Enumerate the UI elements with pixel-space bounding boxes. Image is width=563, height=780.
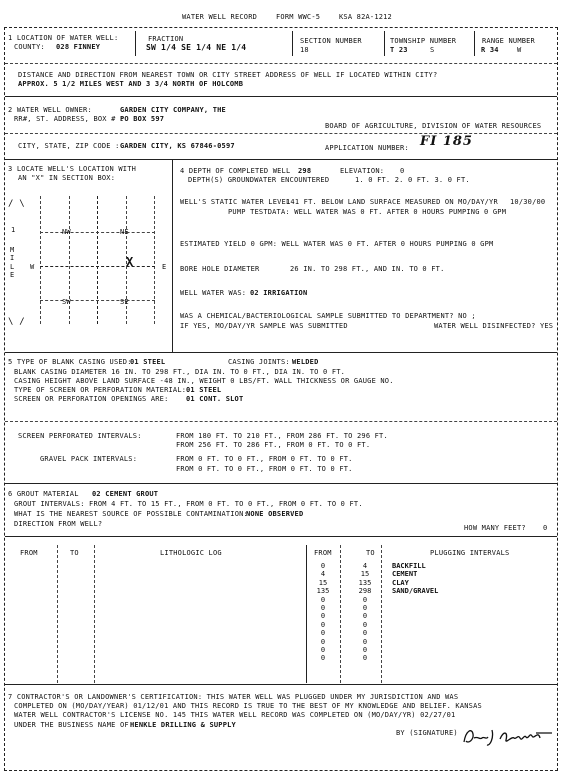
table-row: 0 — [320, 637, 326, 646]
log-from-header: FROM — [20, 549, 38, 557]
township-label: TOWNSHIP NUMBER — [390, 37, 457, 45]
grout-material-label: 6 GROUT MATERIAL — [8, 490, 79, 498]
locate-well-label: 3 LOCATE WELL'S LOCATION WITH — [8, 165, 137, 173]
quadrant-nw-label: NW — [62, 228, 71, 236]
signature-label: BY (SIGNATURE) — [396, 729, 458, 737]
table-row: 0 — [362, 612, 368, 621]
table-row: 0 — [362, 637, 368, 646]
address-label: RR#, ST. ADDRESS, BOX # : — [14, 115, 125, 123]
table-row: 0 — [320, 562, 326, 570]
well-location-mark: X — [126, 255, 134, 269]
plug-to-header: TO — [366, 549, 375, 557]
quadrant-ne-label: NE — [120, 228, 129, 236]
range-label: RANGE NUMBER — [482, 37, 535, 45]
quadrant-se-label: SE — [120, 298, 129, 306]
business-name-label: UNDER THE BUSINESS NAME OF — [14, 721, 129, 729]
screen-material-label: TYPE OF SCREEN OR PERFORATION MATERIAL: — [14, 386, 187, 394]
casing-type-value: 01 STEEL — [130, 358, 166, 366]
well-use-label: WELL WATER WAS: — [180, 289, 247, 297]
list-item: CEMENT — [392, 570, 418, 579]
certification-line-3: WATER WELL CONTRACTOR'S LICENSE NO. 145 THIS WATER WELL RECORD WAS COMPLETED ON (MO/DAY/YR) 02/27/01 — [14, 711, 456, 719]
table-row: 0 — [320, 595, 326, 604]
plug-to-column — [350, 562, 380, 663]
depth-value: 298 — [298, 167, 312, 175]
bore-hole-label: BORE HOLE DIAMETER — [180, 265, 260, 273]
how-many-feet-label: HOW MANY FEET? — [464, 524, 526, 532]
plug-from-header: FROM — [314, 549, 332, 557]
elevation-value: 0 — [400, 167, 405, 175]
address-value: PO BOX 597 — [120, 115, 165, 123]
chemical-sample-line: WAS A CHEMICAL/BACTERIOLOGICAL SAMPLE SUBMITTED TO DEPARTMENT? NO ; — [180, 312, 476, 320]
form-number: FORM WWC-5 — [276, 13, 321, 21]
plug-material-column — [392, 562, 438, 596]
section-box — [40, 196, 155, 324]
ksa-reference: KSA 82A-1212 — [339, 13, 392, 21]
gravel-pack-interval-2: FROM 0 FT. TO 0 FT., FROM 0 FT. TO 0 FT. — [176, 465, 353, 473]
plug-from-column — [308, 562, 338, 663]
table-row: 298 — [358, 587, 372, 596]
township-value: T 23 — [390, 46, 408, 54]
contamination-label: WHAT IS THE NEAREST SOURCE OF POSSIBLE CONTAMINATION: — [14, 510, 248, 518]
table-row: 0 — [362, 629, 368, 638]
perforated-intervals-label: SCREEN PERFORATED INTERVALS: — [18, 432, 142, 440]
owner-label: 2 WATER WELL OWNER: — [8, 106, 92, 114]
table-row: 0 — [320, 612, 326, 621]
certification-line-2: COMPLETED ON (MO/DAY/YEAR) 01/12/01 AND THIS RECORD IS TRUE TO THE BEST OF MY KNOWLEDGE AND BELIEF. KANSAS — [14, 702, 482, 710]
contamination-value: NONE OBSERVED — [246, 510, 304, 518]
location-label: 1 LOCATION OF WATER WELL: — [8, 34, 119, 42]
east-label: E — [162, 263, 167, 271]
list-item: BACKFILL — [392, 562, 426, 570]
list-item: CLAY — [392, 578, 409, 587]
how-many-feet-value: 0 — [543, 524, 548, 532]
perforated-interval-1: FROM 180 FT. TO 210 FT., FROM 286 FT. TO 296 FT. — [176, 432, 388, 440]
table-row: 15 — [318, 578, 328, 587]
table-row: 0 — [320, 654, 326, 663]
table-row: 0 — [362, 620, 368, 629]
static-level-value: 141 FT. BELOW LAND SURFACE MEASURED ON MO/DAY/YR — [286, 198, 498, 206]
grout-intervals-line: GROUT INTERVALS: FROM 4 FT. TO 15 FT., FROM 0 FT. TO 0 FT., FROM 0 FT. TO 0 FT. — [14, 500, 363, 508]
plugging-intervals-header: PLUGGING INTERVALS — [430, 549, 510, 557]
mile-one-label: 1 — [11, 226, 16, 234]
range-value: R 34 — [481, 46, 499, 54]
table-row: 0 — [362, 646, 368, 655]
openings-label: SCREEN OR PERFORATION OPENINGS ARE: — [14, 395, 169, 403]
lithologic-log-header: LITHOLOGIC LOG — [160, 549, 222, 557]
table-row: 0 — [320, 620, 326, 629]
table-row: 135 — [316, 587, 330, 596]
table-row: 0 — [320, 629, 326, 638]
mile-label: M I L E — [10, 246, 15, 280]
west-label: W — [30, 263, 35, 271]
distance-label: DISTANCE AND DIRECTION FROM NEAREST TOWN OR CITY STREET ADDRESS OF WELL IF LOCATED WITHIN CITY? — [18, 71, 438, 79]
form-title: WATER WELL RECORD — [182, 13, 258, 21]
list-item: SAND/GRAVEL — [392, 587, 439, 596]
estimated-yield-line: ESTIMATED YIELD 0 GPM: WELL WATER WAS 0 FT. AFTER 0 HOURS PUMPING 0 GPM — [180, 240, 494, 248]
casing-diameter-line: BLANK CASING DIAMETER 16 IN. TO 298 FT., DIA IN. TO 0 FT., DIA IN. TO 0 FT. — [14, 368, 346, 376]
city-value: GARDEN CITY, KS 67846-0597 — [120, 142, 235, 150]
county-label: COUNTY: — [14, 43, 45, 51]
static-level-label: WELL'S STATIC WATER LEVEL — [180, 198, 291, 206]
application-value: FI 185 — [420, 134, 473, 149]
certification-line-1: 7 CONTRACTOR'S OR LANDOWNER'S CERTIFICATION: THIS WATER WELL WAS PLUGGED UNDER MY JURISDICTION AND WAS — [8, 693, 459, 701]
table-row: 4 — [362, 562, 368, 570]
fraction-value: SW 1/4 SE 1/4 NE 1/4 — [146, 43, 247, 52]
elevation-label: ELEVATION: — [340, 167, 385, 175]
static-level-date: 10/30/00 — [510, 198, 546, 206]
quadrant-sw-label: SW — [62, 298, 71, 306]
grout-material-value: 02 CEMENT GROUT — [92, 490, 159, 498]
table-row: 0 — [320, 646, 326, 655]
distance-value: APPROX. 5 1/2 MILES WEST AND 3 3/4 NORTH OF HOLCOMB — [18, 80, 244, 88]
table-row: 135 — [358, 578, 372, 587]
table-row: 0 — [362, 595, 368, 604]
log-to-header: TO — [70, 549, 79, 557]
casing-joints-label: CASING JOINTS: — [228, 358, 290, 366]
depth-label: 4 DEPTH OF COMPLETED WELL — [180, 167, 291, 175]
gravel-pack-interval-1: FROM 0 FT. TO 0 FT., FROM 0 FT. TO 0 FT. — [176, 455, 353, 463]
table-row: 4 — [320, 570, 326, 579]
owner-value: GARDEN CITY COMPANY, THE — [120, 106, 226, 114]
board-text: BOARD OF AGRICULTURE, DIVISION OF WATER RESOURCES — [325, 122, 542, 130]
table-row: 0 — [320, 604, 326, 613]
perforated-interval-2: FROM 256 FT. TO 286 FT., FROM 0 FT. TO 0 FT. — [176, 441, 371, 449]
casing-type-label: 5 TYPE OF BLANK CASING USED: — [8, 358, 132, 366]
screen-material-value: 01 STEEL — [186, 386, 222, 394]
city-label: CITY, STATE, ZIP CODE : — [18, 142, 120, 150]
application-label: APPLICATION NUMBER: — [325, 144, 409, 152]
table-row: 15 — [360, 570, 370, 579]
gravel-pack-label: GRAVEL PACK INTERVALS: — [40, 455, 138, 463]
bore-hole-value: 26 IN. TO 298 FT., AND IN. TO 0 FT. — [290, 265, 445, 273]
table-row: 0 — [362, 604, 368, 613]
casing-height-line: CASING HEIGHT ABOVE LAND SURFACE -48 IN., WEIGHT 0 LBS/FT. WALL THICKNESS OR GAUGE NO. — [14, 377, 394, 385]
openings-value: 01 CONT. SLOT — [186, 395, 244, 403]
township-direction: S — [430, 46, 435, 54]
sample-date-line: IF YES, MO/DAY/YR SAMPLE WAS SUBMITTED — [180, 322, 348, 330]
direction-label: DIRECTION FROM WELL? — [14, 520, 103, 528]
locate-well-label-2: AN "X" IN SECTION BOX: — [18, 174, 116, 182]
fraction-label: FRACTION — [148, 35, 184, 43]
business-name-value: HENKLE DRILLING & SUPPLY — [130, 721, 236, 729]
groundwater-values: 1. 0 FT. 2. 0 FT. 3. 0 FT. — [355, 176, 470, 184]
disinfected-line: WATER WELL DISINFECTED? YES — [434, 322, 554, 330]
well-use-value: 02 IRRIGATION — [250, 289, 308, 297]
county-value: 028 FINNEY — [56, 43, 101, 51]
groundwater-label: DEPTH(S) GROUNDWATER ENCOUNTERED — [188, 176, 330, 184]
signature — [460, 724, 556, 750]
range-direction: W — [517, 46, 522, 54]
casing-joints-value: WELDED — [292, 358, 319, 366]
table-row: 0 — [362, 654, 368, 663]
section-number-value: 18 — [300, 46, 309, 54]
pump-test-line: PUMP TESTDATA: WELL WATER WAS 0 FT. AFTER 0 HOURS PUMPING 0 GPM — [228, 208, 507, 216]
section-number-label: SECTION NUMBER — [300, 37, 362, 45]
